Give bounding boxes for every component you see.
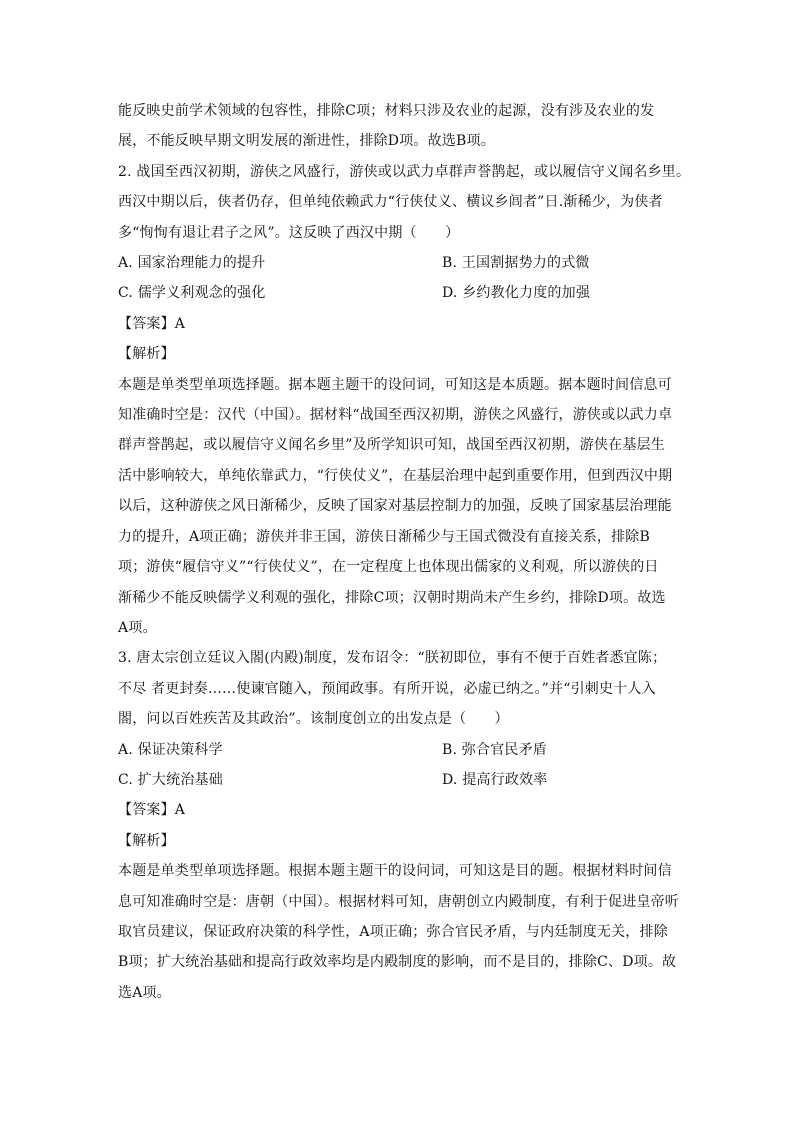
q2-analysis-title: 【解析】 [118,346,175,363]
document-content [118,96,691,1008]
q2-option-b: B. 王国割据势力的式微 [442,255,590,272]
q3-option-c: C. 扩大统治基础 [118,771,223,788]
q2-analysis-line: 项；游侠“履信守义”“行侠仗义”，在一定程度上也体现出儒家的义利观，所以游侠的日 [118,559,659,576]
q2-analysis-line: 群声誉鹊起，或以履信守义闻名乡里”及所学知识可知，战国至西汉初期，游侠在基层生 [118,437,665,454]
q2-option-d: D. 乡约教化力度的加强 [442,285,591,302]
q3-analysis-line: B项；扩大统治基础和提高行政效率均是内殿制度的影响，而不是目的，排除C、D项。故 [118,954,677,971]
q2-options-row-2 [118,278,688,308]
q2-analysis-line: 渐稀少不能反映儒学义利观的强化，排除C项；汉朝时期尚未产生乡约，排除D项。故选 [118,589,666,606]
intro-line: 能反映史前学术领域的包容性，排除C项；材料只涉及农业的起源，没有涉及农业的发 [118,103,655,119]
q2-options-row-1 [118,248,688,278]
q2-stem-line: 西汉中期以后，侠者仍存，但单纯依赖武力“行侠仗义、横议乡闾者”日.渐稀少，为侠者 [118,194,663,211]
q2-analysis-line: 力的提升，A项正确；游侠并非王国，游侠日渐稀少与王国式微没有直接关系，排除B [118,528,650,545]
q3-options-row-2 [118,765,688,795]
q3-answer: 【答案】A [118,802,186,819]
q3-analysis-title: 【解析】 [118,832,175,849]
q2-analysis-line: A项。 [118,619,157,636]
q2-analysis-line: 以后，这种游侠之风日渐稀少，反映了国家对基层控制力的加强，反映了国家基层治理能 [118,498,672,515]
q3-option-a: A. 保证决策科学 [118,741,223,758]
q2-option-c: C. 儒学义利观念的强化 [118,285,266,302]
q3-analysis-line: 息可知准确时空是：唐朝（中国）。根据材料可知，唐朝创立内殿制度，有利于促进皇帝听 [118,893,679,910]
q3-stem-line: 閤，问以百姓疾苦及其政治”。该制度创立的出发点是（ ） [118,711,509,728]
intro-line: 展，不能反映早期文明发展的渐进性，排除D项。故选B项。 [118,133,495,150]
q3-stem-line: 不尽 者更封奏……使谏官随入，预闻政事。有所开说，必虚已纳之。”并“引刺史十人入 [118,680,656,697]
q3-option-d: D. 提高行政效率 [442,771,548,788]
q2-stem-line: 2. 战国至西汉初期，游侠之风盛行，游侠或以武力卓群声誉鹊起，或以履信守义闻名乡里。 [118,163,691,180]
q3-analysis-line: 本题是单类型单项选择题。根据本题主题干的设问词，可知这是目的题。根据材料时间信 [118,863,672,880]
q3-stem-line: 3. 唐太宗创立廷议入閤(内殿)制度，发布诏令：“朕初即位，事有不便于百姓者悉宜陈； [118,650,667,667]
q2-answer: 【答案】A [118,315,186,332]
q3-option-b: B. 弥合官民矛盾 [442,741,547,758]
q2-analysis-line: 本题是单类型单项选择题。据本题主题干的设问词，可知这是本质题。据本题时间信息可 [118,376,672,393]
q2-analysis-line: 活中影响较大，单纯依靠武力，“行侠仗义”，在基层治理中起到重要作用，但到西汉中期 [118,467,673,484]
q2-option-a: A. 国家治理能力的提升 [118,255,266,272]
q3-analysis-line: 选A项。 [118,984,171,1001]
q2-analysis-line: 知准确时空是：汉代（中国）。据材料“战国至西汉初期，游侠之风盛行，游侠或以武力卓 [118,407,673,424]
q2-stem-line: 多“恂恂有退让君子之风”。这反映了西汉中期（ ） [118,224,460,241]
q3-analysis-line: 取官员建议，保证政府决策的科学性，A项正确；弥合官民矛盾，与内廷制度无关，排除 [118,923,668,940]
q3-options-row-1 [118,735,688,765]
